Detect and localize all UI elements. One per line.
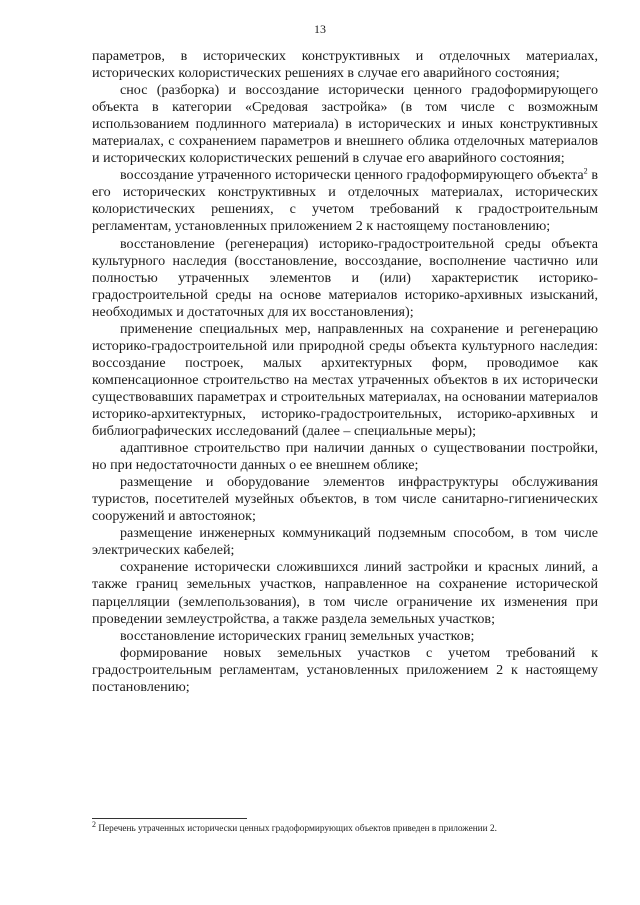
paragraph-text: формирование новых земельных участков с учетом требований к градостроительным регламентам, установленных приложением 2 к настоящему постановлению;: [92, 644, 598, 695]
paragraph-text: адаптивное строительство при наличии данных о существовании постройки, но при недостаточности данных о ее внешнем облике;: [92, 440, 598, 474]
paragraph-text: параметров, в исторических конструктивных и отделочных материалах, исторических колористических решениях в случае его аварийного состояния;: [92, 48, 598, 82]
footnote-text: Перечень утраченных исторически ценных градоформирующих объектов приведен в приложении 2.: [96, 824, 497, 834]
paragraph: [92, 321, 598, 440]
paragraph-text: восстановление (регенерация) историко-градостроительной среды объекта культурного наследия (восстановление, воссоздание, восполнение частично или полностью утраченных элементов и (или) характеристик историко-градостроительной среды на основе материалов историко-архивных изысканий, необходимых и достаточных для их восстановления);: [92, 235, 598, 320]
paragraph-text: снос (разборка) и воссоздание исторически ценного градоформирующего объекта в категории «Средовая застройка» (в том числе с возможным использованием подлинного материала) в исторических и иных конструктивных материалах, с сохранением параметров и внешнего облика отделочных материалов и исторических колористических решений в случае его аварийного состояния;: [92, 82, 598, 167]
footnote-separator: [92, 818, 247, 819]
paragraph: [92, 236, 598, 321]
paragraph-text: сохранение исторически сложившихся линий застройки и красных линий, а также границ земельных участков, направленное на сохранение исторической парцелляции (землепользования), в том числе ограничение их изменения при проведении землеустройства, а также раздела земельных участков;: [92, 559, 598, 627]
paragraph: [92, 628, 598, 645]
paragraph: [92, 167, 598, 235]
paragraph-text: размещение и оборудование элементов инфраструктуры обслуживания туристов, посетителей музейных объектов, в том числе санитарно-гигиенических сооружений и автостоянок;: [92, 474, 598, 525]
paragraph: [92, 440, 598, 474]
paragraph-text: воссоздание утраченного исторически ценного градоформирующего объекта: [120, 167, 584, 184]
paragraph: [92, 645, 598, 696]
footnote-reference: 2: [583, 166, 588, 176]
page-number: 13: [314, 22, 326, 36]
paragraph: [92, 559, 598, 627]
paragraph-text: размещение инженерных коммуникаций подземным способом, в том числе электрических кабелей;: [92, 525, 598, 559]
paragraph-text: применение специальных мер, направленных на сохранение и регенерацию историко-градостроительной или природной среды объекта культурного наследия: воссоздание построек, малых архитектурных форм, проводимое как компенсационное строительство на местах утраченных объектов в их исторически существовавших параметрах и строительных материалах, на основании материалов историко-архитектурных, историко-градостроительных, историко-архивных и библиографических исследований (далее – специальные меры);: [92, 320, 598, 440]
paragraph: [92, 525, 598, 559]
paragraph-text: восстановление исторических границ земельных участков;: [120, 627, 475, 644]
paragraph-text-continued: в его исторических конструктивных и отделочных материалах, исторических колористических решениях, с учетом требований к градостроительным регламентам, установленных приложением 2 к настоящему постановлению;: [92, 167, 598, 235]
paragraph: [92, 82, 598, 167]
footnote-marker: 2: [92, 819, 96, 829]
footnote: [92, 819, 598, 835]
paragraph: [92, 474, 598, 525]
paragraph: [92, 48, 598, 82]
body-text: [92, 48, 598, 696]
